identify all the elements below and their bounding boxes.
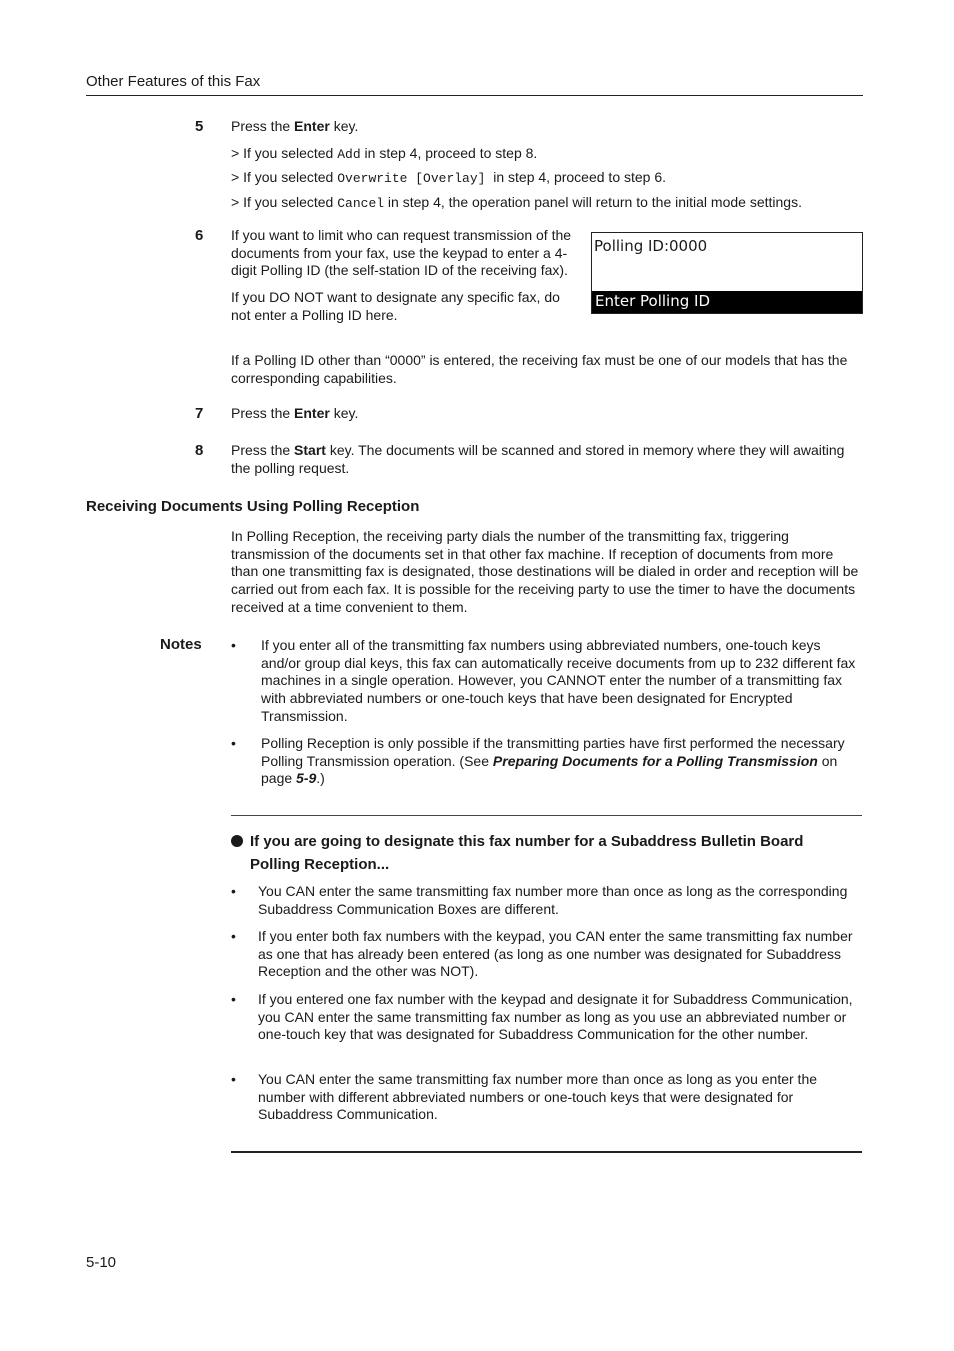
note-1-bullet: •: [231, 637, 236, 653]
step-5-option-overwrite: > If you selected Overwrite [Overlay] in step 4, proceed to step 6.: [231, 169, 667, 187]
subaddress-bullet-2: If you enter both fax numbers with the keypad, you CAN enter the same transmitting fax number as one that has already been entered (as long as one number was designated for Subaddress Reception and the other was NOT).: [258, 928, 853, 980]
step-5-number: 5: [195, 118, 204, 135]
step-6-para-1: If you want to limit who can request transmission of the documents from your fax, use the keypad to enter a 4-digit Polling ID (the self-station ID of the receiving fax).: [231, 227, 572, 279]
step-5-option-add: > If you selected Add in step 4, proceed to step 8.: [231, 144, 538, 162]
enter-key-label: Enter: [294, 405, 330, 421]
step-8-number: 8: [195, 442, 204, 459]
step-5-text: [231, 118, 862, 213]
subaddress-bullet-3: If you entered one fax number with the keypad and designate it for Subaddress Communication, you CAN enter the same transmitting fax number as long as you use an abbreviated number or one-touch key that was designated for Subaddress Communication for the other number.: [258, 991, 853, 1043]
note-1-text: If you enter all of the transmitting fax numbers using abbreviated numbers, one-touch keys and/or group dial keys, this fax can automatically receive documents from up to 232 different fax machines in a single operation. However, you CANNOT enter the number of a transmitting fax with abbreviated numbers or one-touch keys that have been designated for Encrypted Transmission.: [261, 637, 856, 724]
subaddress-bullet-1-mark: •: [231, 883, 236, 899]
step-6-para-3: If a Polling ID other than “0000” is entered, the receiving fax must be one of our models that has the corresponding capabilities.: [231, 352, 848, 386]
subaddress-bullet-1: You CAN enter the same transmitting fax number more than once as long as the corresponding Subaddress Communication Boxes are different.: [258, 883, 848, 917]
operation-panel-display: [591, 232, 863, 314]
step-8-text: Press the Start key. The documents will be scanned and stored in memory where they will awaiting the polling request.: [231, 442, 845, 476]
bullet-circle-icon: [231, 835, 243, 847]
section-body: In Polling Reception, the receiving party dials the number of the transmitting fax, triggering transmission of the documents set in that other fax machine. If reception of documents from more than one transmitting fax is designated, those destinations will be dialed in order and reception will be carried out from each fax. It is possible for the receiving party to use the timer to have the documents received at a time convenient to them.: [231, 528, 859, 615]
polling-id-readout: Polling ID:0000: [594, 237, 708, 255]
cross-reference-page: 5-9: [296, 770, 317, 787]
subaddress-bullet-4-mark: •: [231, 1071, 236, 1087]
display-prompt-bar: Enter Polling ID: [592, 291, 862, 313]
step-7-number: 7: [195, 405, 204, 422]
step-7-text: Press the Enter key.: [231, 405, 359, 421]
step-5-option-cancel: > If you selected Cancel in step 4, the operation panel will return to the initial mode settings.: [231, 194, 802, 212]
subaddress-heading: If you are going to designate this fax number for a Subaddress Bulletin Board Polling Reception...: [231, 830, 862, 876]
note-2-bullet: •: [231, 735, 236, 751]
page-header-title: Other Features of this Fax: [86, 73, 261, 90]
notes-label: Notes: [160, 636, 202, 653]
page-number: 5-10: [86, 1254, 117, 1271]
enter-key-label: Enter: [294, 118, 330, 134]
step-6-para-2: If you DO NOT want to designate any specific fax, do not enter a Polling ID here.: [231, 289, 560, 323]
section-divider-bottom: [231, 1151, 862, 1153]
step-6-number: 6: [195, 227, 204, 244]
subaddress-bullet-2-mark: •: [231, 928, 236, 944]
section-heading: Receiving Documents Using Polling Reception: [86, 498, 420, 515]
step-6-text: [231, 227, 581, 325]
start-key-label: Start: [294, 442, 326, 458]
step-5-instruction: Press the Enter key.: [231, 118, 359, 134]
header-divider: [86, 95, 863, 96]
note-2-text: Polling Reception is only possible if the transmitting parties have first performed the necessary Polling Transmission operation. (See Preparing Documents for a Polling Transmission on page 5-9.): [261, 735, 845, 787]
subaddress-bullet-4: You CAN enter the same transmitting fax number more than once as long as you enter the number with different abbreviated numbers or one-touch keys that were designated for Subaddress Communication.: [258, 1071, 818, 1123]
cross-reference-link: Preparing Documents for a Polling Transmission: [492, 752, 818, 769]
section-divider-top: [231, 815, 862, 816]
subaddress-bullet-3-mark: •: [231, 991, 236, 1007]
